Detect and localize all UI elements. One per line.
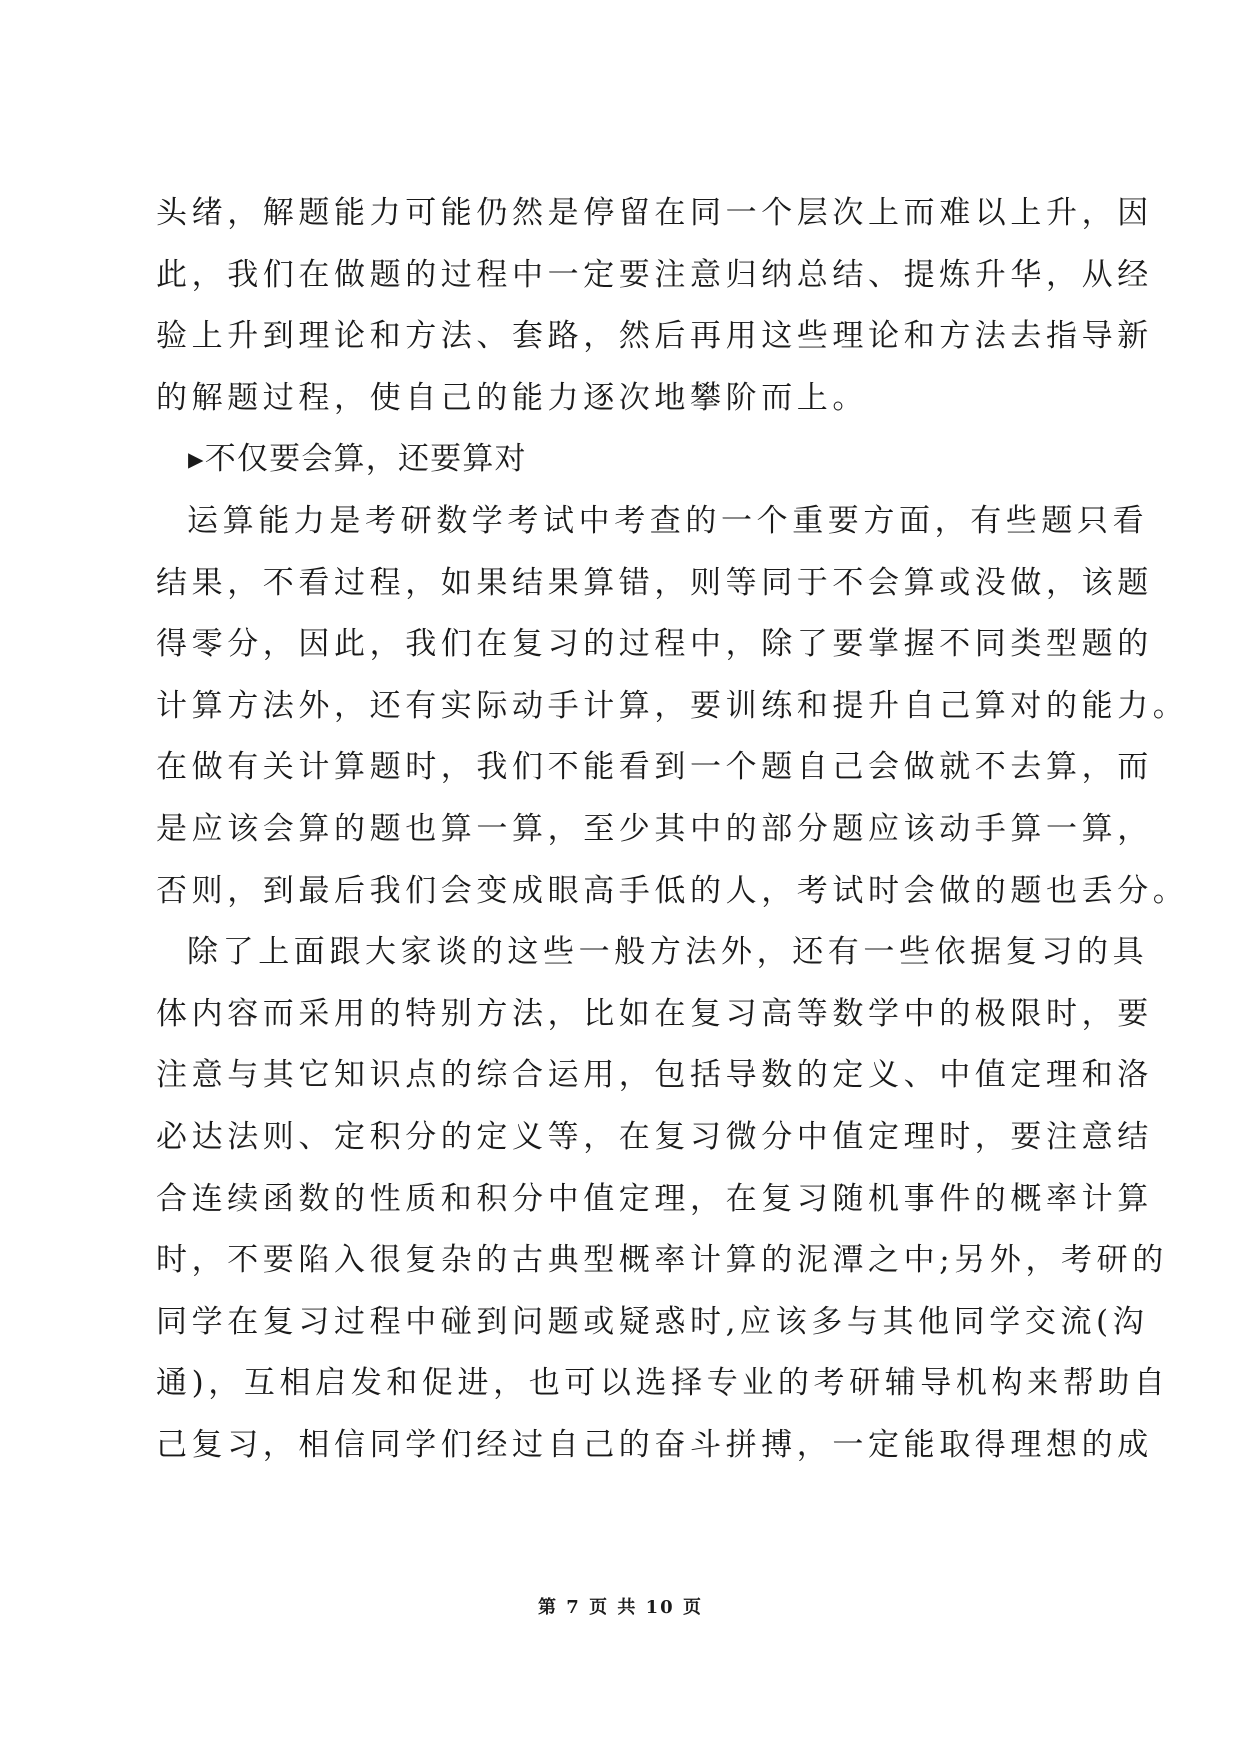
footer-suffix: 页 xyxy=(683,1597,703,1618)
paragraph-line: 同学在复习过程中碰到问题或疑惑时,应该多与其他同学交流(沟 xyxy=(156,1303,1149,1340)
footer-total-pages: 10 xyxy=(645,1597,675,1618)
paragraph-line: 体内容而采用的特别方法，比如在复习高等数学中的极限时，要 xyxy=(156,995,1153,1032)
body-text xyxy=(156,183,1189,1476)
section-heading: ▸不仅要会算，还要算对 xyxy=(188,441,527,478)
footer-page-number: 7 xyxy=(566,1597,581,1618)
footer-middle: 页 共 xyxy=(589,1597,638,1618)
paragraph-line: 除了上面跟大家谈的这些一般方法外，还有一些依据复习的具 xyxy=(187,934,1149,971)
footer-prefix: 第 xyxy=(538,1597,558,1618)
paragraph-line: 此，我们在做题的过程中一定要注意归纳总结、提炼升华，从经 xyxy=(156,256,1153,293)
paragraph-line: 己复习，相信同学们经过自己的奋斗拼搏，一定能取得理想的成 xyxy=(156,1426,1153,1463)
paragraph-line: 通)，互相启发和促进，也可以选择专业的考研辅导机构来帮助自 xyxy=(156,1365,1170,1402)
page-footer xyxy=(0,1593,1241,1619)
paragraph-line: 的解题过程，使自己的能力逐次地攀阶而上。 xyxy=(156,379,868,416)
paragraph-line: 结果，不看过程，如果结果算错，则等同于不会算或没做，该题 xyxy=(156,564,1153,601)
paragraph-line: 合连续函数的性质和积分中值定理，在复习随机事件的概率计算 xyxy=(156,1180,1153,1217)
paragraph-line: 得零分，因此，我们在复习的过程中，除了要掌握不同类型题的 xyxy=(156,626,1153,663)
paragraph-line: 是应该会算的题也算一算，至少其中的部分题应该动手算一算， xyxy=(156,810,1153,847)
paragraph-line: 运算能力是考研数学考试中考查的一个重要方面，有些题只看 xyxy=(187,502,1149,539)
paragraph-line: 否则，到最后我们会变成眼高手低的人，考试时会做的题也丢分。 xyxy=(156,872,1189,909)
paragraph-line: 验上升到理论和方法、套路，然后再用这些理论和方法去指导新 xyxy=(156,318,1153,355)
paragraph-line: 注意与其它知识点的综合运用，包括导数的定义、中值定理和洛 xyxy=(156,1057,1153,1094)
paragraph-line: 头绪，解题能力可能仍然是停留在同一个层次上而难以上升，因 xyxy=(156,195,1153,231)
paragraph-line: 在做有关计算题时，我们不能看到一个题自己会做就不去算，而 xyxy=(156,749,1153,786)
paragraph-line: 时，不要陷入很复杂的古典型概率计算的泥潭之中;另外，考研的 xyxy=(156,1242,1168,1279)
paragraph-line: 必达法则、定积分的定义等，在复习微分中值定理时，要注意结 xyxy=(156,1118,1153,1155)
paragraph-line: 计算方法外，还有实际动手计算，要训练和提升自己算对的能力。 xyxy=(156,687,1189,724)
